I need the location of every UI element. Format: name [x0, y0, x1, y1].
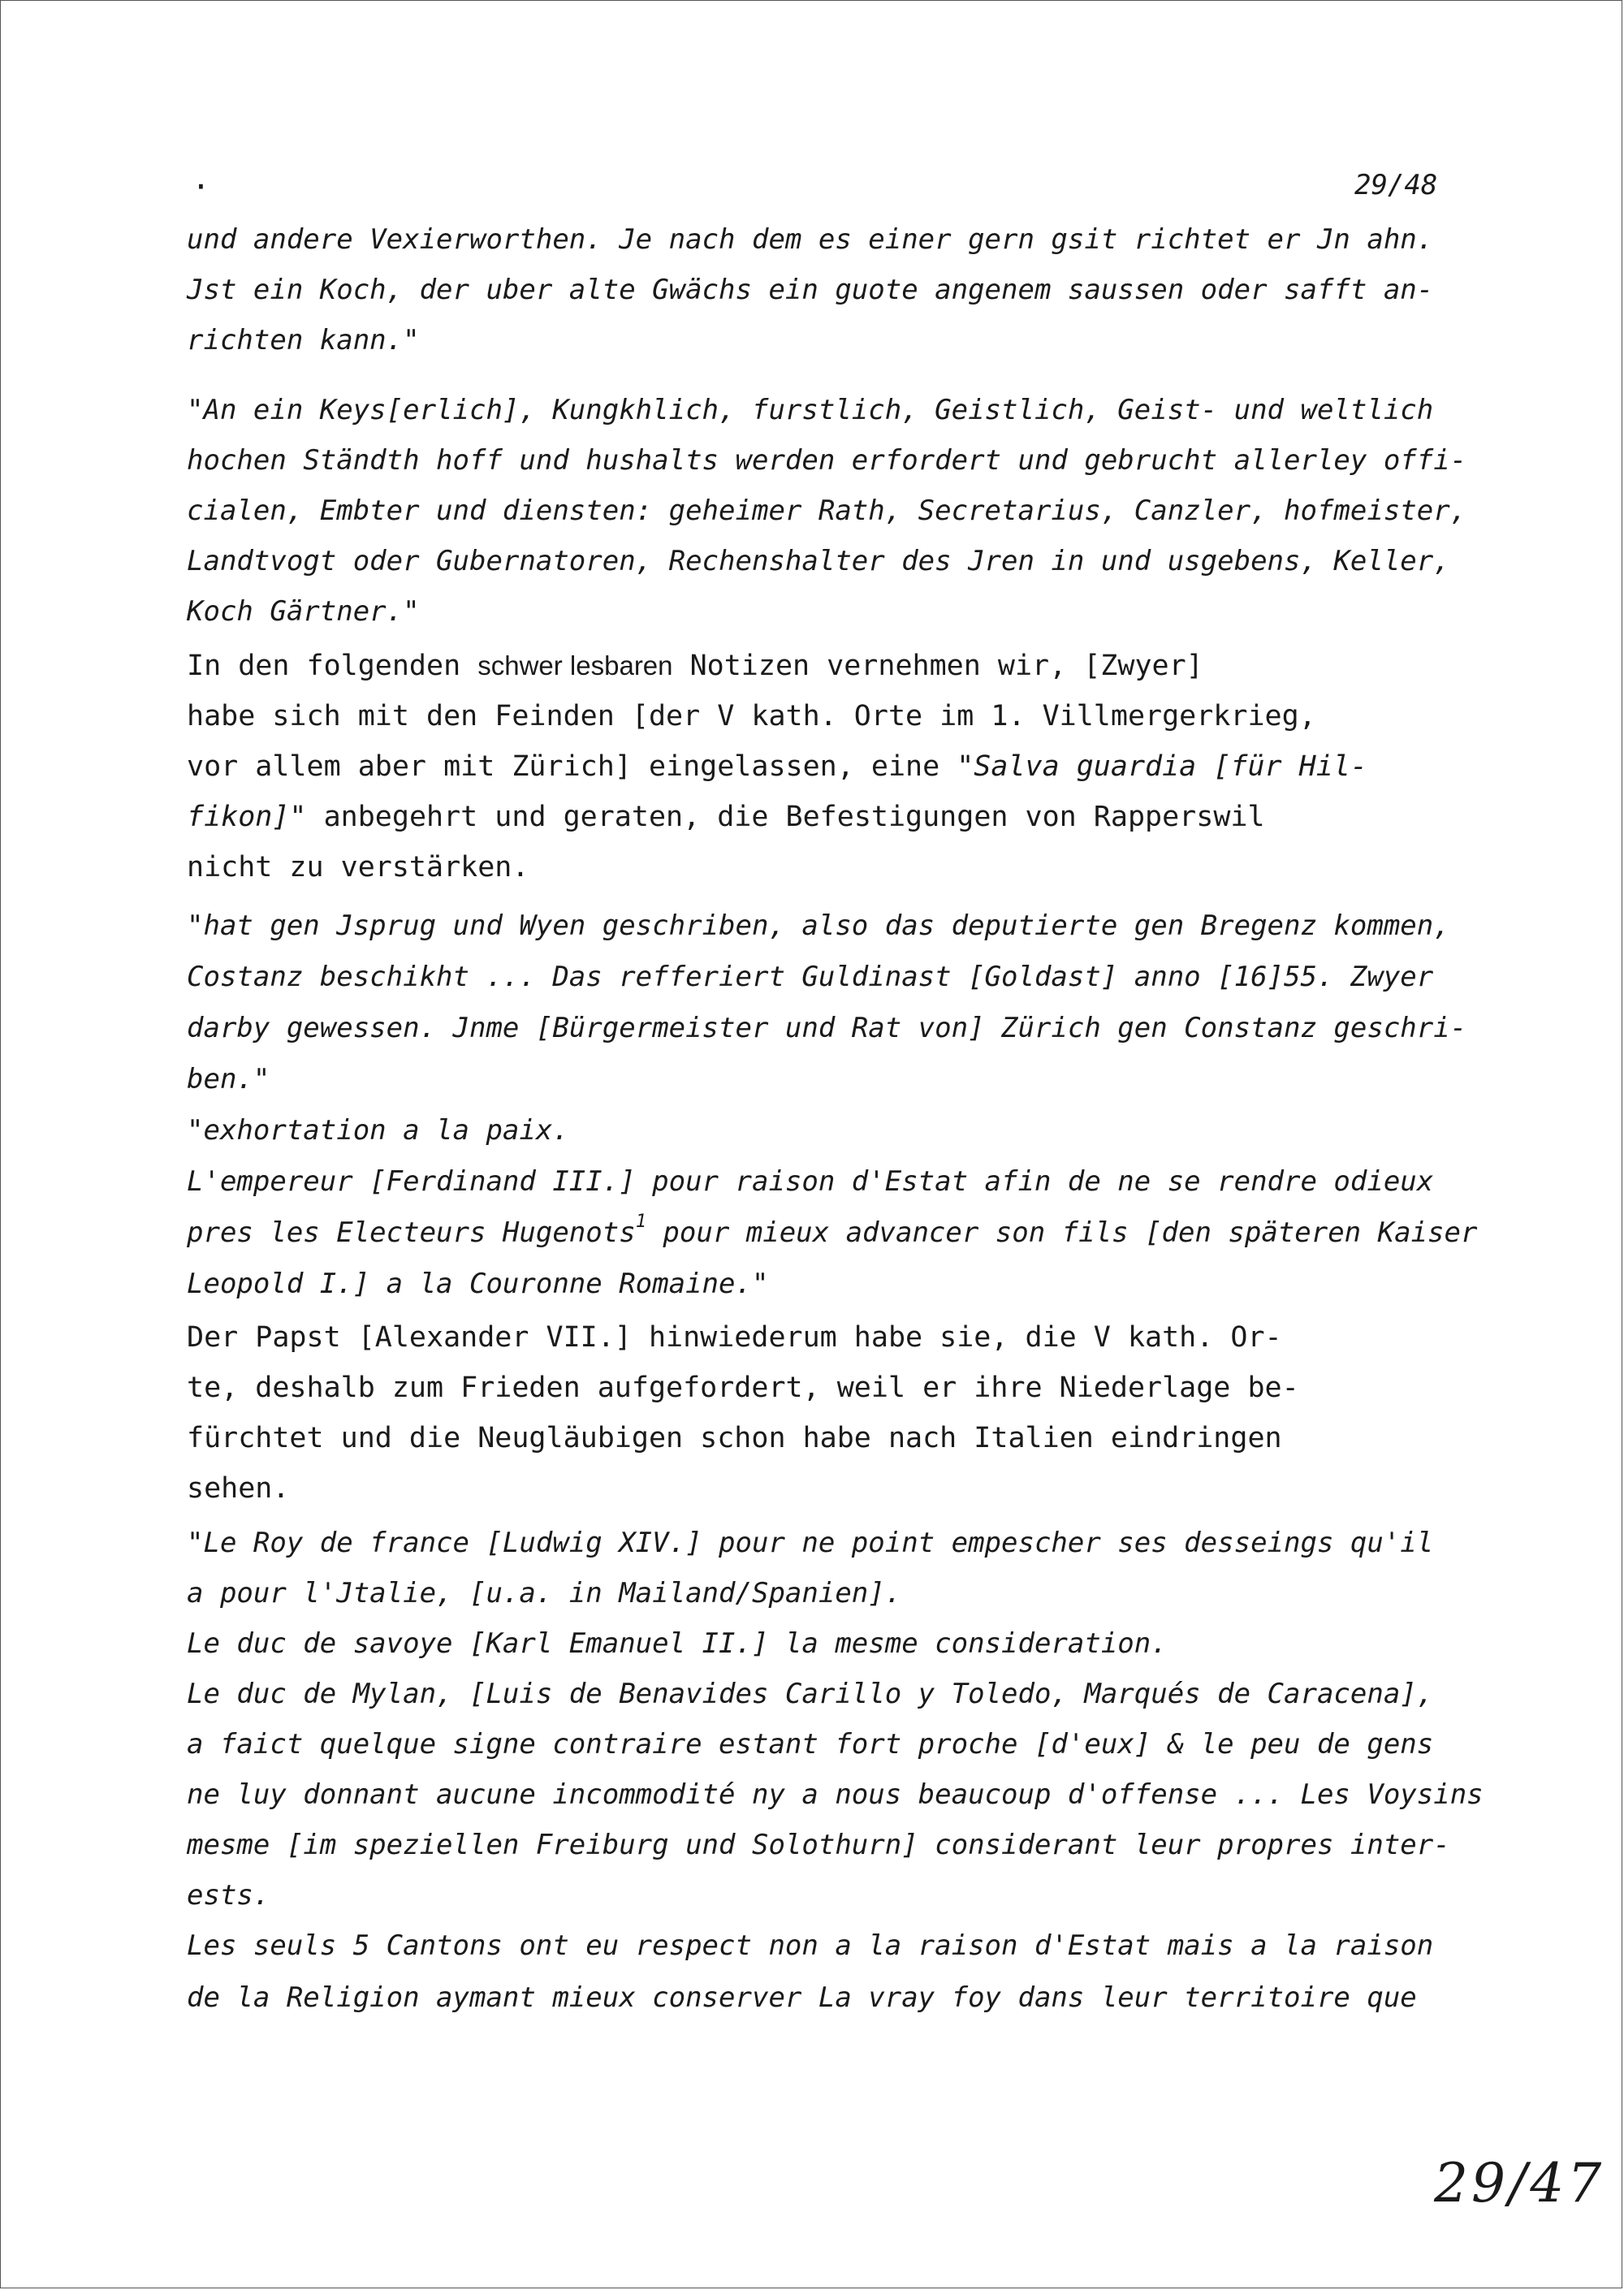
text-line: "hat gen Jsprug und Wyen geschriben, also das deputierte gen Bregenz kommen, — [187, 910, 1450, 942]
text-line: Le duc de savoye [Karl Emanuel II.] la mesme consideration. — [187, 1627, 1168, 1660]
text-line: In den folgenden schwer lesbaren Notizen vernehmen wir, [Zwyer] — [187, 650, 1203, 682]
text-line: habe sich mit den Feinden [der V kath. Orte im 1. Villmergerkrieg, — [187, 700, 1316, 732]
text-line: "exhortation a la paix. — [187, 1114, 569, 1147]
text-line: mesme [im speziellen Freiburg und Solothurn] considerant leur propres inter- — [187, 1829, 1450, 1861]
text-line: fürchtet und die Neugläubigen schon habe nach Italien eindringen — [187, 1422, 1282, 1454]
text-line: vor allem aber mit Zürich] eingelassen, eine "Salva guardia [für Hil- — [187, 750, 1367, 783]
text-line: richten kann." — [187, 324, 420, 356]
text-line: hochen Ständth hoff und hushalts werden erfordert und gebrucht allerley offi- — [187, 444, 1467, 477]
text-line: Koch Gärtner." — [187, 595, 420, 628]
text-line: Jst ein Koch, der uber alte Gwächs ein guote angenem saussen oder safft an- — [187, 274, 1434, 306]
text-line: Le duc de Mylan, [Luis de Benavides Carillo y Toledo, Marqués de Caracena], — [187, 1678, 1434, 1710]
text-line: te, deshalb zum Frieden aufgefordert, weil er ihre Niederlage be- — [187, 1372, 1299, 1404]
text-line: Costanz beschikht ... Das refferiert Guldinast [Goldast] anno [16]55. Zwyer — [187, 961, 1434, 993]
text-line: und andere Vexierworthen. Je nach dem es einer gern gsit richtet er Jn ahn. — [187, 223, 1434, 256]
text-line: Leopold I.] a la Couronne Romaine." — [187, 1268, 769, 1300]
text-line: "Le Roy de france [Ludwig XIV.] pour ne point empescher ses desseings qu'il — [187, 1527, 1434, 1559]
text-line: a faict quelque signe contraire estant fort proche [d'eux] & le peu de gens — [187, 1728, 1434, 1761]
text-line: cialen, Embter und diensten: geheimer Rath, Secretarius, Canzler, hofmeister, — [187, 495, 1467, 527]
text-line: nicht zu verstärken. — [187, 851, 529, 884]
text-line: fikon]" anbegehrt und geraten, die Befestigungen von Rapperswil — [187, 801, 1265, 833]
text-line: ests. — [187, 1879, 270, 1912]
text-line: ne luy donnant aucune incommodité ny a nous beaucoup d'offense ... Les Voysins — [187, 1778, 1484, 1811]
text-line: L'empereur [Ferdinand III.] pour raison d'Estat afin de ne se rendre odieux — [187, 1165, 1434, 1198]
text-line: sehen. — [187, 1472, 290, 1505]
text-line: ben." — [187, 1063, 270, 1095]
text-line: "An ein Keys[erlich], Kungkhlich, furstlich, Geistlich, Geist- und weltlich — [187, 394, 1434, 426]
header-mark: · — [192, 169, 210, 205]
text-line: pres les Electeurs Hugenots$^1$ pour mieux advancer son fils [den späteren Kaiser — [187, 1212, 1478, 1249]
text-line: a pour l'Jtalie, [u.a. in Mailand/Spanien]. — [187, 1577, 902, 1609]
footnote-marker: 1 — [635, 1212, 646, 1232]
text-line: Les seuls 5 Cantons ont eu respect non a la raison d'Estat mais a la raison — [187, 1929, 1434, 1962]
page-number: 29/48 — [1354, 169, 1438, 201]
handwritten-page-number: 29/47 — [1434, 2152, 1605, 2214]
text-line: darby gewessen. Jnme [Bürgermeister und Rat von] Zürich gen Constanz geschri- — [187, 1012, 1467, 1044]
text-line: de la Religion aymant mieux conserver La vray foy dans leur territoire que — [187, 1981, 1417, 2014]
text-line: Der Papst [Alexander VII.] hinwiederum habe sie, die V kath. Or- — [187, 1321, 1282, 1354]
handwritten-insert: schwer lesbaren — [477, 650, 673, 681]
text-line: Landtvogt oder Gubernatoren, Rechenshalter des Jren in und usgebens, Keller, — [187, 545, 1450, 577]
